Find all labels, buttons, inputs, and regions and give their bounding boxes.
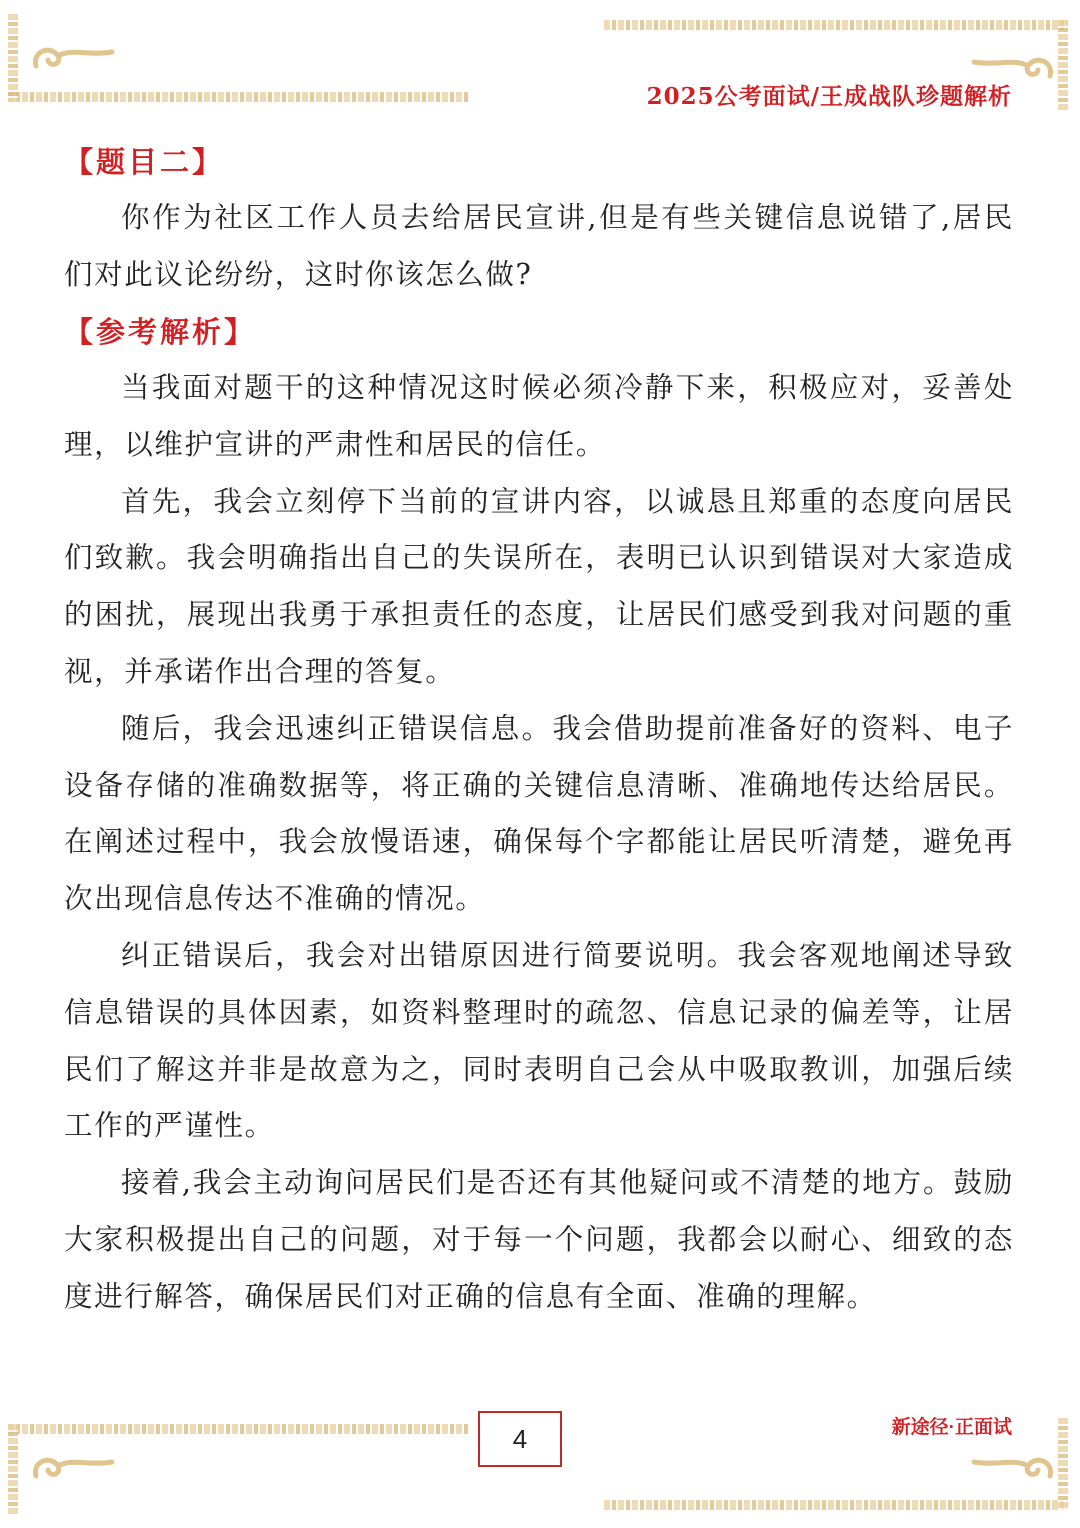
footer-brand: 新途径·正面试 (891, 1417, 1012, 1438)
footer-border-right-vertical (1058, 1418, 1068, 1510)
cloud-ornament-icon (28, 1448, 118, 1488)
analysis-paragraph: 首先，我会立刻停下当前的宣讲内容，以诚恳且郑重的态度向居民们致歉。我会明确指出自己的失误所在，表明已认识到错误对大家造成的困扰，展现出我勇于承担责任的态度，让居民们感受到我对问题的重视，并承诺作出合理的答复。 (64, 484, 1014, 688)
analysis-paragraph: 随后，我会迅速纠正错误信息。我会借助提前准备好的资料、电子设备存储的准确数据等，将正确的关键信息清晰、准确地传达给居民。在阐述过程中，我会放慢语速，确保每个字都能让居民听清楚，避免再次出现信息传达不准确的情况。 (64, 711, 1014, 916)
footer-border-right (604, 1500, 1068, 1510)
analysis-body (64, 360, 1014, 1326)
page-number: 4 (478, 1411, 562, 1467)
cloud-ornament-icon (968, 1448, 1058, 1488)
header-title: 2025公考面试/王成战队珍题解析 (646, 83, 1012, 110)
header-border-right (604, 20, 1068, 30)
analysis-paragraph: 接着,我会主动询问居民们是否还有其他疑问或不清楚的地方。鼓励大家积极提出自己的问题，对于每一个问题，我都会以耐心、细致的态度进行解答，确保居民们对正确的信息有全面、准确的理解。 (64, 1166, 1014, 1313)
footer-border-left (8, 1424, 470, 1434)
footer-border-left-vertical (8, 1424, 18, 1514)
cloud-ornament-icon (28, 38, 118, 78)
header-border-left-vertical (8, 14, 18, 102)
header-border-left (8, 92, 470, 102)
question-text: 你作为社区工作人员去给居民宣讲,但是有些关键信息说错了,居民们对此议论纷纷，这时你该怎么做? (64, 201, 1014, 291)
document-body (64, 190, 1014, 304)
header-border-right-vertical (1058, 20, 1068, 112)
question-heading: 【题目二】 (64, 145, 225, 179)
analysis-paragraph: 纠正错误后，我会对出错原因进行简要说明。我会客观地阐述导致信息错误的具体因素，如资料整理时的疏忽、信息记录的偏差等，让居民们了解这并非是故意为之，同时表明自己会从中吸取教训，加强后续工作的严谨性。 (64, 938, 1014, 1143)
analysis-paragraph: 当我面对题干的这种情况这时候必须冷静下来，积极应对，妥善处理，以维护宣讲的严肃性和居民的信任。 (64, 371, 1014, 461)
analysis-heading: 【参考解析】 (64, 315, 257, 349)
